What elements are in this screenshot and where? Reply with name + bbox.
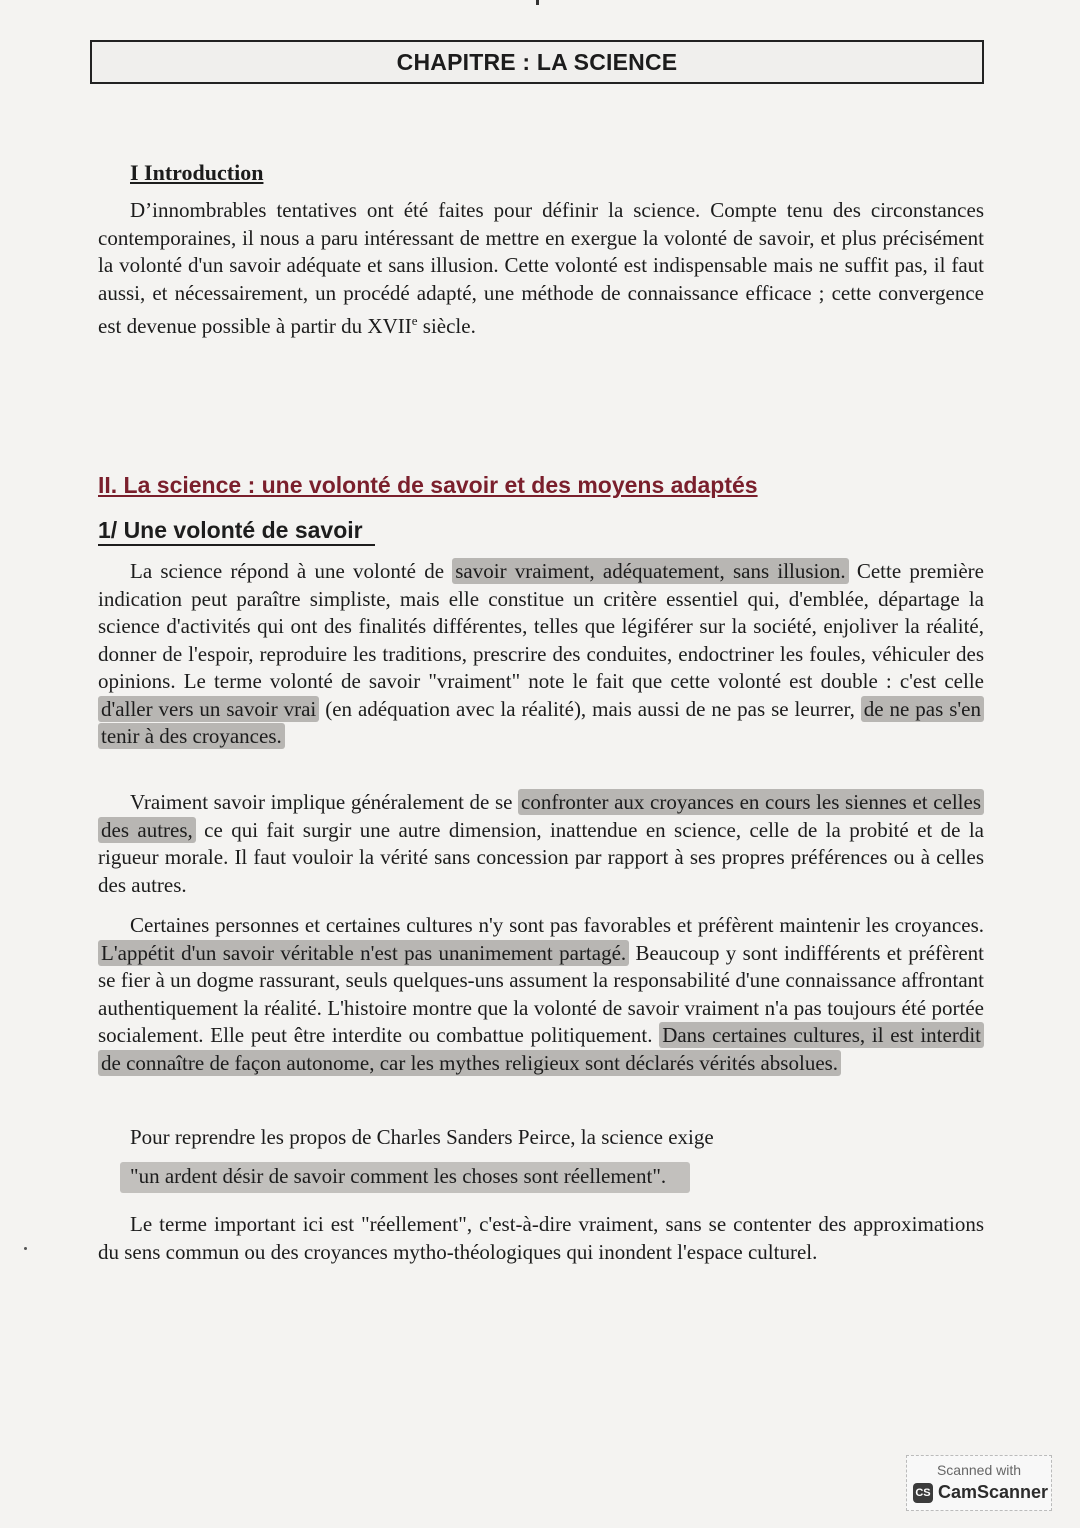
p1-text-c: (en adéquation avec la réalité), mais aussi de ne pas se leurrer,	[319, 696, 861, 721]
page-top-mark	[536, 0, 539, 5]
p1-highlight-1: savoir vraiment, adéquatement, sans illusion.	[452, 558, 848, 584]
paragraph-5: Le terme important ici est "réellement", c'est-à-dire vraiment, sans se contenter des approximations du sens commun ou des croyances mytho-théologiques qui inondent l'espace culturel.	[98, 1212, 984, 1264]
paragraph-1	[98, 558, 984, 751]
peirce-quote: "un ardent désir de savoir comment les choses sont réellement".	[120, 1162, 690, 1193]
chapter-title: CHAPITRE : LA SCIENCE	[396, 48, 678, 75]
p1-highlight-2: d'aller vers un savoir vrai	[98, 696, 319, 722]
p1-highlight-3: de ne pas s'en tenir à des croyances.	[98, 696, 984, 750]
section2-subheading: 1/ Une volonté de savoir	[98, 516, 375, 546]
camscanner-badge	[906, 1455, 1052, 1511]
intro-paragraph	[98, 197, 984, 341]
intro-text: D’innombrables tentatives ont été faites pour définir la science. Compte tenu des circonstances contemporaines, il nous a paru intéressant de mettre en exergue la volonté de savoir, et plus précisément la volonté d'un savoir adéquate et sans illusion. Cette volonté est indispensable mais ne suffit pas, il faut aussi, et nécessairement, un procédé adapté, une méthode de connaissance efficace ; cette convergence est devenue possible à partir du XVII	[98, 198, 984, 338]
intro-sup: e	[411, 313, 418, 328]
camscanner-name: CamScanner	[938, 1482, 1049, 1502]
section2-heading: II. La science : une volonté de savoir et des moyens adaptés	[98, 472, 758, 498]
chapter-title-box	[90, 40, 984, 84]
p2-highlight-1: confronter aux croyances en cours les siennes et celles des autres,	[98, 789, 984, 843]
p3-text-a: Certaines personnes et certaines cultures n'y sont pas favorables et préfèrent maintenir les croyances.	[130, 913, 984, 937]
p3-text-b: Beaucoup y sont indifférents et préfèrent se fier à un dogme rassurant, seuls quelques-uns assument la responsabilité d'une connaissance affrontant authentiquement la réalité. L'histoire montre que la volonté de savoir vraiment n'a pas toujours été portée socialement. Elle peut être interdite ou combattue politiquement.	[98, 940, 984, 1047]
paragraph-4: Pour reprendre les propos de Charles Sanders Peirce, la science exige	[130, 1125, 714, 1149]
p2-text-a: Vraiment savoir implique généralement de se	[130, 790, 519, 814]
scanned-with-label: Scanned with	[936, 1462, 1022, 1478]
intro-heading: I Introduction	[130, 160, 264, 185]
p2-text-b: ce qui fait surgir une autre dimension, inattendue en science, celle de la probité et de la rigueur morale. Il faut vouloir la vérité sans concession par rapport à ses propres préférences ou à celles des autres.	[98, 817, 984, 897]
p3-highlight-2: Dans certaines cultures, il est interdit de connaître de façon autonome, car les mythes religieux sont déclarés vérités absolues.	[98, 1022, 984, 1076]
p1-text-a: La science répond à une volonté de	[130, 559, 453, 583]
margin-dot	[24, 1247, 27, 1250]
intro-tail: siècle.	[417, 314, 476, 338]
paragraph-3	[98, 912, 984, 1077]
paragraph-2	[98, 789, 984, 899]
p3-highlight-1: L'appétit d'un savoir véritable n'est pas unanimement partagé.	[98, 940, 629, 966]
camscanner-logo	[913, 1482, 1048, 1503]
camscanner-icon: CS	[913, 1483, 933, 1503]
p1-text-b: Cette première indication peut paraître simpliste, mais elle constitue un critère essentiel qui, d'emblée, départage la science d'activités qui ont des finalités différentes, telles que légiférer sur la société, enjoliver la réalité, donner de l'espoir, reproduire les traditions, prescrire des conduites, endoctriner les foules, véhiculer des opinions. Le terme volonté de savoir "vraiment" note le fait que cette volonté est double : c'est celle	[98, 559, 984, 693]
